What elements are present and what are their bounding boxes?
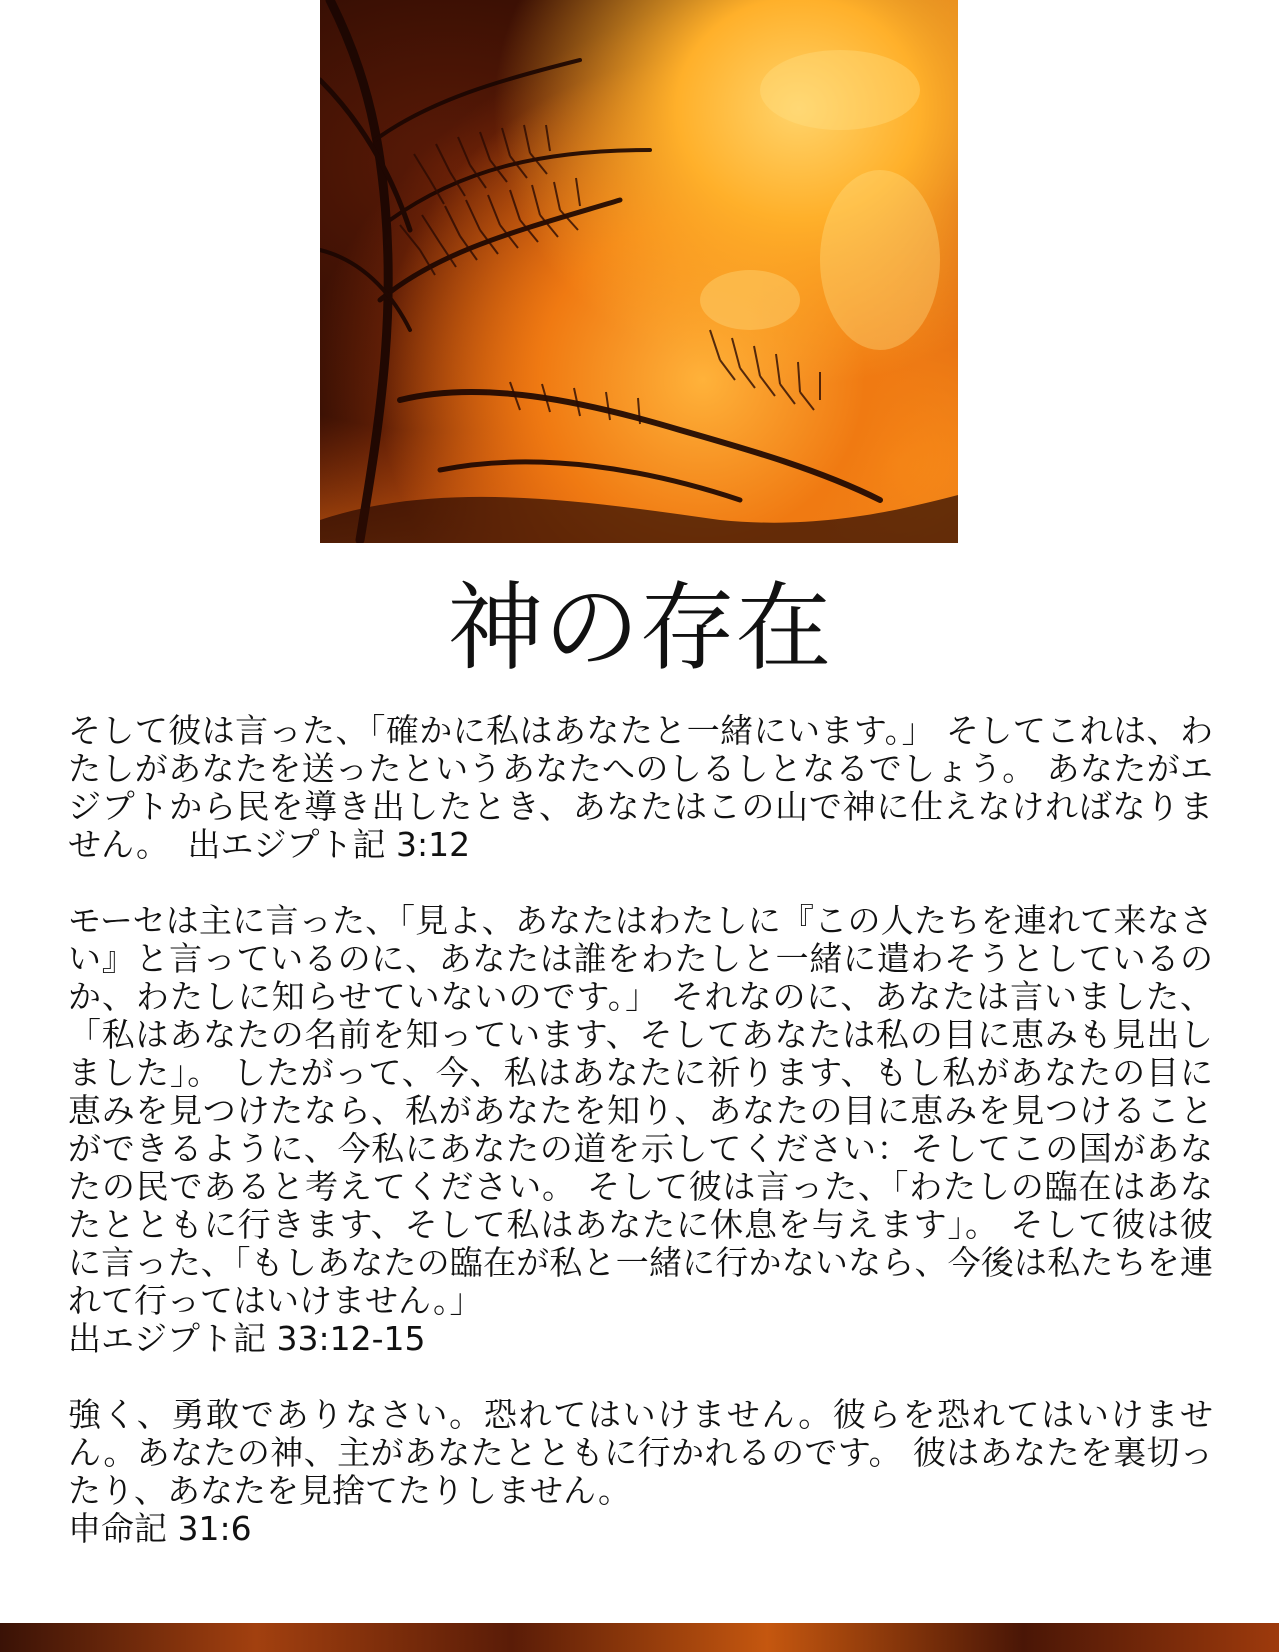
bottom-fire-image	[0, 1623, 1279, 1652]
passage-exodus-33-12-15	[68, 902, 1213, 1358]
verse-text: 強く、勇敢でありなさい。恐れてはいけません。彼らを恐れてはいけません。あなたの神、主があなたとともに行かれるのです。 彼はあなたを裏切ったり、あなたを見捨てたりしません。	[68, 1395, 1213, 1510]
scripture-content	[68, 712, 1213, 1586]
verse-reference: 申命記 31:6	[68, 1509, 252, 1548]
hero-image	[320, 0, 958, 543]
burning-bush-image	[320, 0, 958, 543]
passage-deuteronomy-31-6	[68, 1396, 1213, 1548]
verse-reference: 出エジプト記 33:12-15	[68, 1319, 426, 1358]
verse-reference: 出エジプト記 3:12	[187, 825, 471, 864]
verse-text: モーセは主に言った、「見よ、あなたはわたしに『この人たちを連れて来なさい』と言っているのに、あなたは誰をわたしと一緒に遣わそうとしているのか、わたしに知らせていないのです。」 それなのに、あなたは言いました、「私はあなたの名前を知っています、そしてあなたは私の目に恵みも見出しました」。 したがって、今、私はあなたに祈ります、もし私があなたの目に恵みを見つけたなら、私があなたを知り、あなたの目に恵みを見つけることができるように、今私にあなたの道を示してください：そしてこの国があなたの民であると考えてください。 そして彼は言った、「わたしの臨在はあなたとともに行きます、そして私はあなたに休息を与えます」。 そして彼は彼に言った、「もしあなたの臨在が私と一緒に行かないなら、今後は私たちを連れて行ってはいけません。」	[68, 901, 1213, 1320]
passage-exodus-3-12	[68, 712, 1213, 864]
page-title: 神の存在	[447, 572, 832, 684]
verse-text: そして彼は言った、「確かに私はあなたと一緒にいます。」 そしてこれは、わたしがあなたを送ったというあなたへのしるしとなるでしょう。 あなたがエジプトから民を導き出したとき、あなたはこの山で神に仕えなければなりません。	[68, 711, 1213, 864]
